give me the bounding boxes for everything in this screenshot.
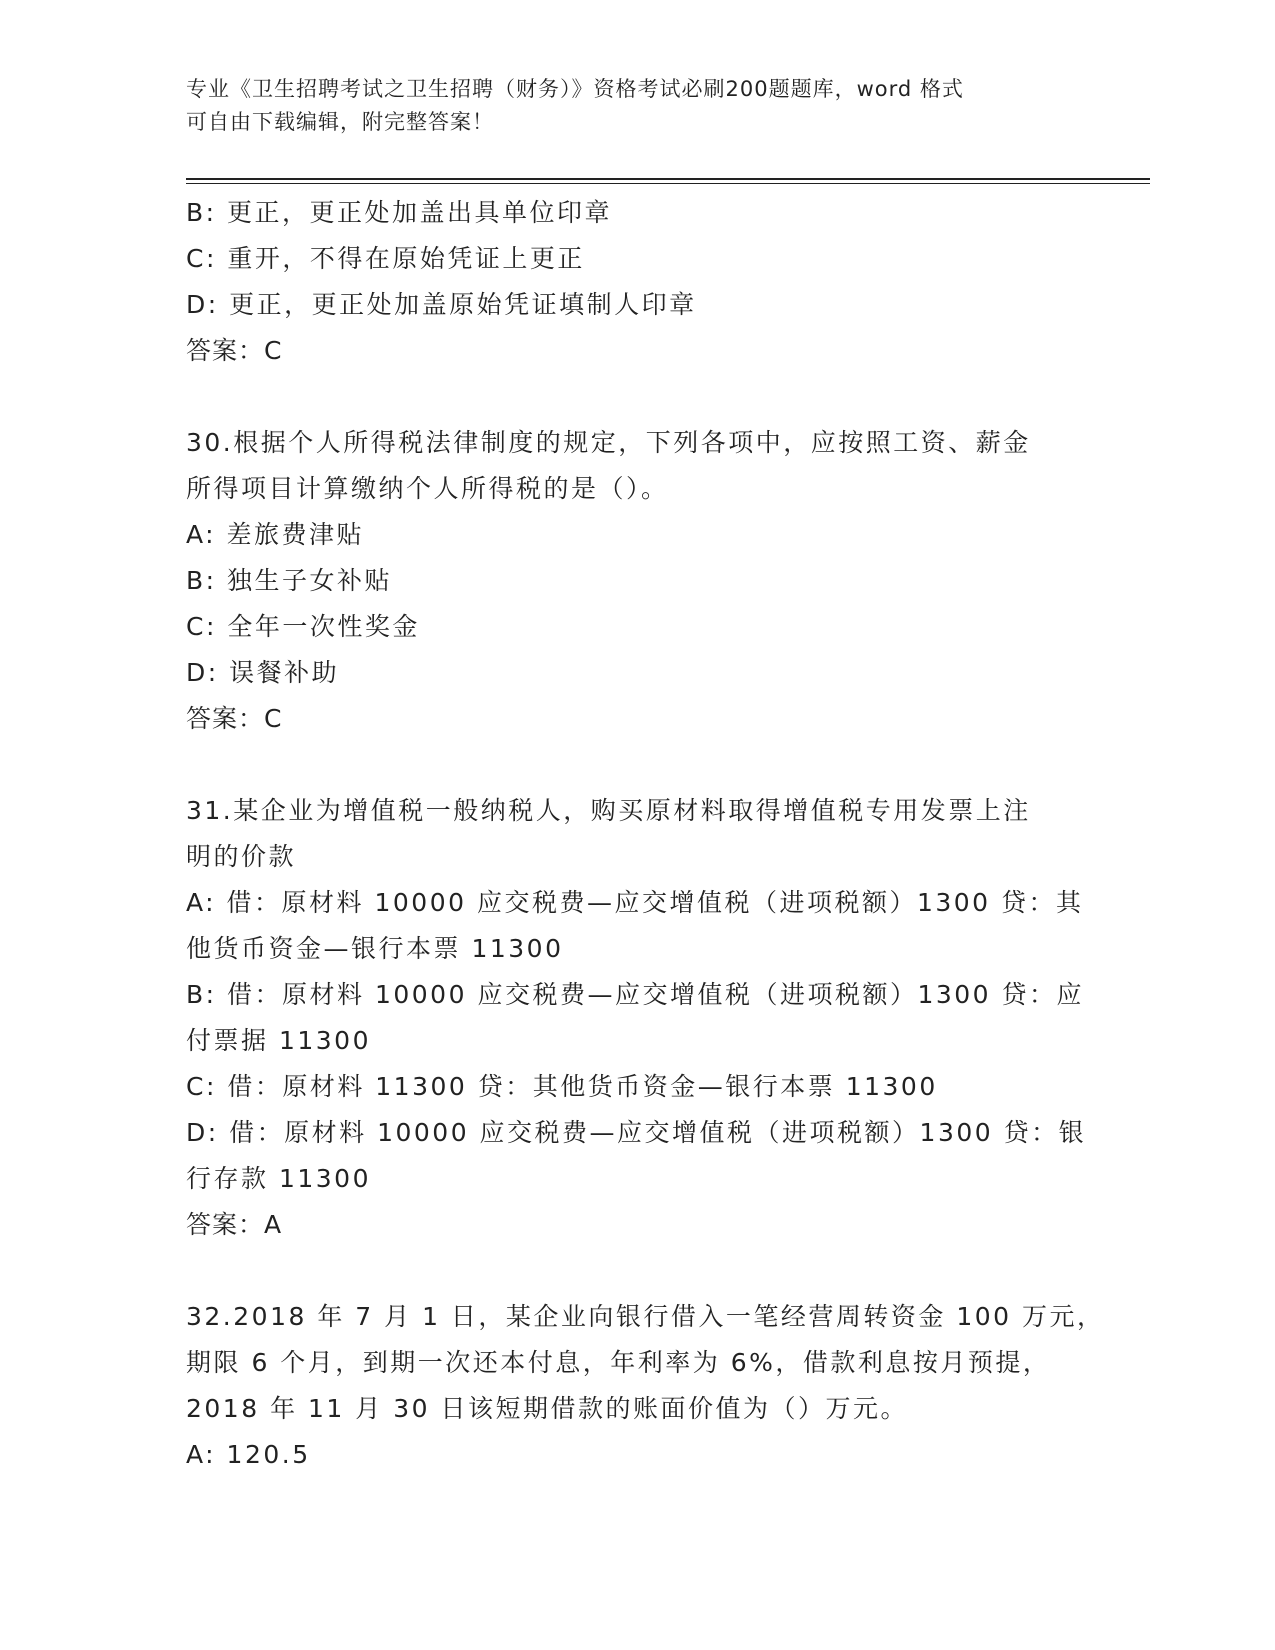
question-content <box>186 190 1105 1478</box>
option-d: D: 更正，更正处加盖原始凭证填制人印章 <box>186 290 697 319</box>
question-stem-line: 2018 年 11 月 30 日该短期借款的账面价值为（）万元。 <box>186 1394 908 1423</box>
option-d-continued: 行存款 11300 <box>186 1164 371 1193</box>
option-c: C: 重开，不得在原始凭证上更正 <box>186 244 585 273</box>
question-stem-line: 32.2018 年 7 月 1 日，某企业向银行借入一笔经营周转资金 100 万元， <box>186 1302 1105 1331</box>
question-stem-line: 所得项目计算缴纳个人所得税的是（）。 <box>186 474 669 503</box>
spacer <box>186 374 1086 420</box>
header-line-1: 专业《卫生招聘考试之卫生招聘（财务）》资格考试必刷200题题库，word 格式 <box>186 77 964 101</box>
answer: 答案：A <box>186 1210 283 1239</box>
option-a: A: 借：原材料 10000 应交税费—应交增值税（进项税额）1300 贷：其 <box>186 888 1084 917</box>
option-b: B: 独生子女补贴 <box>186 566 393 595</box>
option-d: D: 误餐补助 <box>186 658 340 687</box>
option-c: C: 全年一次性奖金 <box>186 612 420 641</box>
question-stem-line: 30.根据个人所得税法律制度的规定，下列各项中，应按照工资、薪金 <box>186 428 1031 457</box>
document-header <box>186 73 1066 139</box>
question-stem-line: 期限 6 个月，到期一次还本付息，年利率为 6%，借款利息按月预提， <box>186 1348 1051 1377</box>
question-31 <box>186 788 1086 1248</box>
header-rule-thin <box>186 183 1150 184</box>
spacer <box>186 742 1086 788</box>
option-a: A: 差旅费津贴 <box>186 520 365 549</box>
header-rule-thick <box>186 178 1150 180</box>
option-c: C: 借：原材料 11300 贷：其他货币资金—银行本票 11300 <box>186 1072 938 1101</box>
question-30 <box>186 420 1086 742</box>
option-b-continued: 付票据 11300 <box>186 1026 371 1055</box>
spacer <box>186 1248 1086 1294</box>
answer: 答案：C <box>186 336 283 365</box>
option-d: D: 借：原材料 10000 应交税费—应交增值税（进项税额）1300 贷：银 <box>186 1118 1087 1147</box>
option-b: B: 借：原材料 10000 应交税费—应交增值税（进项税额）1300 贷：应 <box>186 980 1085 1009</box>
answer: 答案：C <box>186 704 283 733</box>
option-b: B: 更正，更正处加盖出具单位印章 <box>186 198 613 227</box>
header-line-2: 可自由下载编辑，附完整答案！ <box>186 110 494 134</box>
option-a-continued: 他货币资金—银行本票 11300 <box>186 934 564 963</box>
question-stem-line: 31.某企业为增值税一般纳税人，购买原材料取得增值税专用发票上注 <box>186 796 1031 825</box>
question-32 <box>186 1294 1105 1478</box>
question-stem-line: 明的价款 <box>186 842 297 871</box>
question-29-tail <box>186 190 1086 374</box>
option-a: A: 120.5 <box>186 1440 311 1469</box>
